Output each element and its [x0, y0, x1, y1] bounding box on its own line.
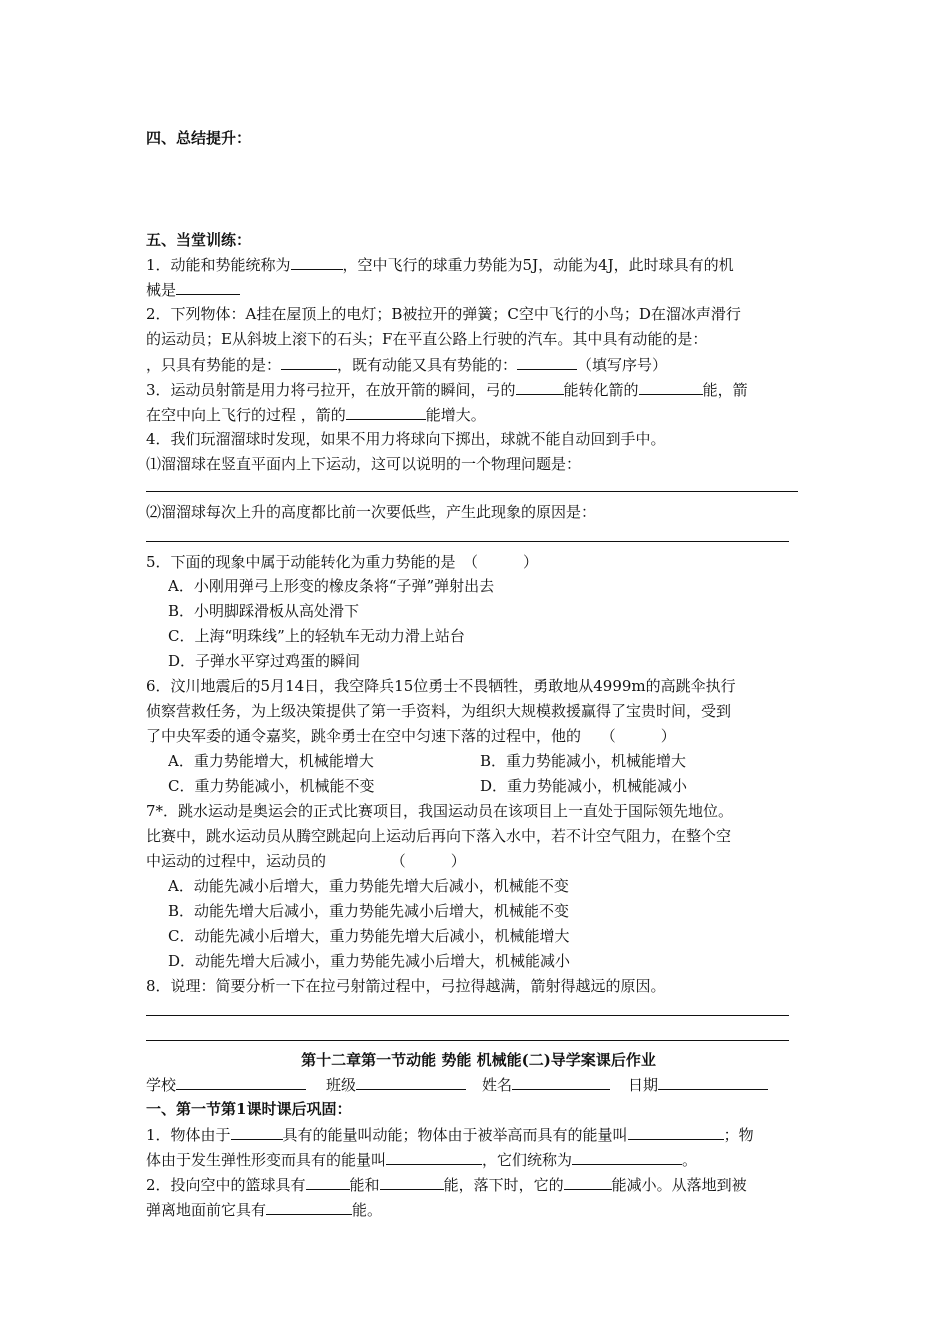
question-6-options-row-1 [168, 751, 833, 771]
answer-line[interactable] [146, 1040, 789, 1041]
question-7-line-2: 比赛中，跳水运动员从腾空跳起向上运动后再向下落入水中，若不计空气阻力，在整个空 [146, 827, 732, 845]
section-4-heading: 四、总结提升： [146, 129, 252, 147]
question-3-line-2: 在空中向上飞行的过程 ，箭的 能增大。 [146, 406, 486, 424]
question-4-line-1: 4．我们玩溜溜球时发现，如果不用力将球向下掷出，球就不能自动回到手中。 [146, 430, 666, 448]
blank[interactable] [639, 379, 703, 395]
question-1-line-1: 1．动能和势能统称为 ，空中飞行的球重力势能为5J，动能为4J，此时球具有的机 [146, 256, 734, 274]
question-6-options-row-2 [168, 776, 833, 796]
question-5-option-b: B．小明脚踩滑板从高处滑下 [168, 602, 360, 620]
question-6-option-d: D．重力势能减小，机械能减小 [480, 777, 688, 795]
answer-line[interactable] [146, 491, 798, 492]
blank[interactable] [386, 1149, 482, 1165]
question-7-line-1: 7*．跳水运动是奥运会的正式比赛项目，我国运动员在该项目上一直处于国际领先地位。 [146, 802, 734, 820]
question-5-option-c: C．上海“明珠线”上的轻轨车无动力滑上站台 [168, 627, 465, 645]
question-5-option-a: A．小刚用弹弓上形变的橡皮条将“子弹”弹射出去 [168, 577, 495, 595]
name-field[interactable] [512, 1074, 610, 1090]
blank[interactable] [281, 354, 337, 370]
question-4-part-1: ⑴溜溜球在竖直平面内上下运动，这可以说明的一个物理问题是： [146, 455, 582, 473]
question-6-option-c: C．重力势能减小，机械能不变 [168, 777, 375, 795]
blank[interactable] [176, 279, 240, 295]
class-field[interactable] [356, 1074, 466, 1090]
question-2-line-1: 2．下列物体：A挂在屋顶上的电灯；B被拉开的弹簧；C空中飞行的小鸟；D在溜冰声滑行 [146, 305, 741, 323]
section-5-heading: 五、当堂训练： [146, 231, 252, 249]
question-6-option-a: A．重力势能增大，机械能增大 [168, 752, 374, 770]
school-field[interactable] [176, 1074, 306, 1090]
homework-title: 第十二章第一节动能 势能 机械能(二)导学案课后作业 [301, 1051, 656, 1069]
blank[interactable] [628, 1124, 724, 1140]
question-4-part-2: ⑵溜溜球每次上升的高度都比前一次要低些，产生此现象的原因是： [146, 503, 597, 521]
question-7-line-3: 中运动的过程中，运动员的 （ ） [146, 852, 466, 870]
blank[interactable] [231, 1124, 283, 1140]
question-2-line-2: 的运动员；E从斜坡上滚下的石头；F在平直公路上行驶的汽车。其中具有动能的是： [146, 330, 708, 348]
blank[interactable] [564, 1174, 612, 1190]
blank[interactable] [306, 1174, 350, 1190]
blank[interactable] [516, 379, 564, 395]
answer-line[interactable] [146, 1015, 789, 1016]
question-2-line-3: ，只具有势能的是： ，既有动能又具有势能的： （填写序号） [146, 356, 668, 374]
question-5-stem: 5．下面的现象中属于动能转化为重力势能的是 （ ） [146, 553, 539, 571]
homework-2-line-1: 2．投向空中的篮球具有 能和 能，落下时，它的 能减小。从落地到被 [146, 1176, 747, 1194]
blank[interactable] [517, 354, 577, 370]
question-1-line-2: 械是 [146, 279, 811, 300]
blank[interactable] [266, 1199, 352, 1215]
blank[interactable] [291, 254, 343, 270]
homework-1-line-2: 体由于发生弹性形变而具有的能量叫 ，它们统称为 。 [146, 1151, 698, 1169]
question-3-line-1: 3．运动员射箭是用力将弓拉开，在放开箭的瞬间，弓的 能转化箭的 能，箭 [146, 381, 748, 399]
question-7-option-d: D．动能先增大后减小，重力势能先减小后增大，机械能减小 [168, 952, 571, 970]
blank[interactable] [572, 1149, 682, 1165]
student-info-row: 学校 班级 姓名 日期 [146, 1074, 811, 1095]
question-7-option-a: A．动能先减小后增大，重力势能先增大后减小，机械能不变 [168, 877, 569, 895]
question-6-line-3: 了中央军委的通令嘉奖，跳伞勇士在空中匀速下落的过程中，他的 （ ） [146, 727, 676, 745]
date-field[interactable] [658, 1074, 768, 1090]
question-5-option-d: D．子弹水平穿过鸡蛋的瞬间 [168, 652, 361, 670]
answer-line[interactable] [146, 541, 789, 542]
question-6-line-1: 6．汶川地震后的5月14日，我空降兵15位勇士不畏牺牲，勇敢地从4999m的高跳伞执行 [146, 677, 736, 695]
homework-section-heading: 一、第一节第1课时课后巩固： [146, 1100, 352, 1118]
blank[interactable] [346, 404, 426, 420]
homework-1-line-1: 1．物体由于 具有的能量叫动能；物体由于被举高而具有的能量叫 ；物 [146, 1126, 754, 1144]
question-7-option-c: C．动能先减小后增大，重力势能先增大后减小，机械能增大 [168, 927, 570, 945]
homework-2-line-2: 弹离地面前它具有 能。 [146, 1201, 383, 1219]
question-6-option-b: B．重力势能减小，机械能增大 [480, 752, 687, 770]
question-6-line-2: 侦察营救任务，为上级决策提供了第一手资料，为组织大规模救援赢得了宝贵时间，受到 [146, 702, 732, 720]
question-7-option-b: B．动能先增大后减小，重力势能先减小后增大，机械能不变 [168, 902, 570, 920]
blank[interactable] [380, 1174, 444, 1190]
question-8-line-1: 8．说理：简要分析一下在拉弓射箭过程中，弓拉得越满，箭射得越远的原因。 [146, 977, 666, 995]
